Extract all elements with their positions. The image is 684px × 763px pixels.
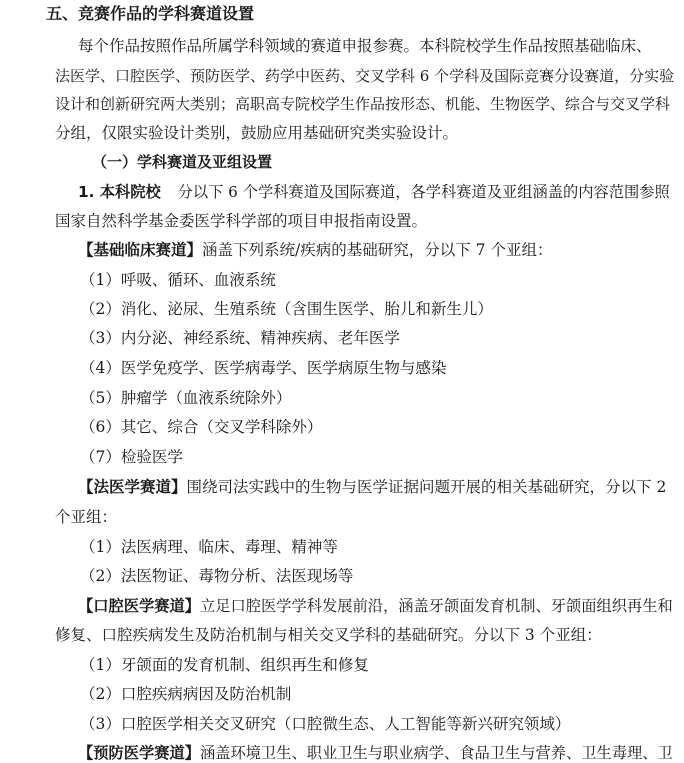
basic-clinical-item: （5）肿瘤学（血液系统除外） bbox=[80, 389, 292, 407]
forensic-desc: 围绕司法实践中的生物与医学证据问题开展的相关基础研究，分以下 2 bbox=[186, 478, 667, 496]
preventive-heading bbox=[78, 743, 673, 763]
stomatology-item: （1）牙颌面的发育机制、组织再生和修复 bbox=[80, 656, 369, 674]
undergrad-line-1 bbox=[78, 182, 670, 202]
stomatology-heading bbox=[78, 596, 673, 616]
basic-clinical-item: （1）呼吸、循环、血液系统 bbox=[80, 271, 276, 289]
intro-line-3: 设计和创新研究两大类别；高职高专院校学生作品按形态、机能、生物医学、综合与交叉学科 bbox=[55, 95, 671, 113]
undergrad-line-2: 国家自然科学基金委医学科学部的项目申报指南设置。 bbox=[55, 212, 428, 230]
stomatology-desc: 立足口腔医学学科发展前沿，涵盖牙颌面发育机制、牙颌面组织再生和 bbox=[200, 597, 673, 615]
intro-line-2: 法医学、口腔医学、预防医学、药学中医药、交叉学科 6 个学科及国际竞赛分设赛道，分实验 bbox=[55, 67, 675, 85]
intro-line-1: 每个作品按照作品所属学科领域的赛道申报参赛。本科院校学生作品按照基础临床、 bbox=[78, 37, 652, 55]
stomatology-item: （3）口腔医学相关交叉研究（口腔微生态、人工智能等新兴研究领域） bbox=[80, 715, 571, 733]
stomatology-desc-line-2: 修复、口腔疾病发生及防治机制与相关交叉学科的基础研究。分以下 3 个亚组： bbox=[55, 626, 602, 644]
forensic-desc-line-2: 个亚组： bbox=[55, 508, 118, 526]
basic-clinical-item: （6）其它、综合（交叉学科除外） bbox=[80, 418, 323, 436]
intro-line-4: 分组，仅限实验设计类别，鼓励应用基础研究类实验设计。 bbox=[55, 124, 459, 142]
basic-clinical-desc: 涵盖下列系统/疾病的基础研究，分以下 7 个亚组： bbox=[202, 241, 553, 259]
basic-clinical-label: 【基础临床赛道】 bbox=[78, 241, 203, 259]
forensic-item: （1）法医病理、临床、毒理、精神等 bbox=[80, 538, 338, 556]
stomatology-item: （2）口腔疾病病因及防治机制 bbox=[80, 685, 292, 703]
basic-clinical-item: （4）医学免疫学、医学病毒学、医学病原生物与感染 bbox=[80, 359, 447, 377]
undergrad-desc: 分以下 6 个学科赛道及国际赛道，各学科赛道及亚组涵盖的内容范围参照 bbox=[177, 183, 670, 201]
section-title: 五、竞赛作品的学科赛道设置 bbox=[46, 4, 255, 23]
basic-clinical-item: （3）内分泌、神经系统、精神疾病、老年医学 bbox=[80, 329, 400, 347]
preventive-desc: 涵盖环境卫生、职业卫生与职业病学、食品卫生与营养、卫生毒理、卫 bbox=[200, 744, 673, 762]
basic-clinical-item: （2）消化、泌尿、生殖系统（含围生医学、胎儿和新生儿） bbox=[80, 300, 493, 318]
stomatology-label: 【口腔医学赛道】 bbox=[78, 597, 200, 615]
basic-clinical-heading bbox=[78, 240, 552, 260]
basic-clinical-item: （7）检验医学 bbox=[80, 448, 183, 466]
forensic-item: （2）法医物证、毒物分析、法医现场等 bbox=[80, 567, 354, 585]
forensic-label: 【法医学赛道】 bbox=[78, 478, 187, 496]
subsection-title: （一）学科赛道及亚组设置 bbox=[92, 153, 273, 171]
forensic-heading bbox=[78, 477, 666, 497]
undergrad-label: 1. 本科院校 bbox=[78, 183, 161, 201]
preventive-label: 【预防医学赛道】 bbox=[78, 744, 200, 762]
